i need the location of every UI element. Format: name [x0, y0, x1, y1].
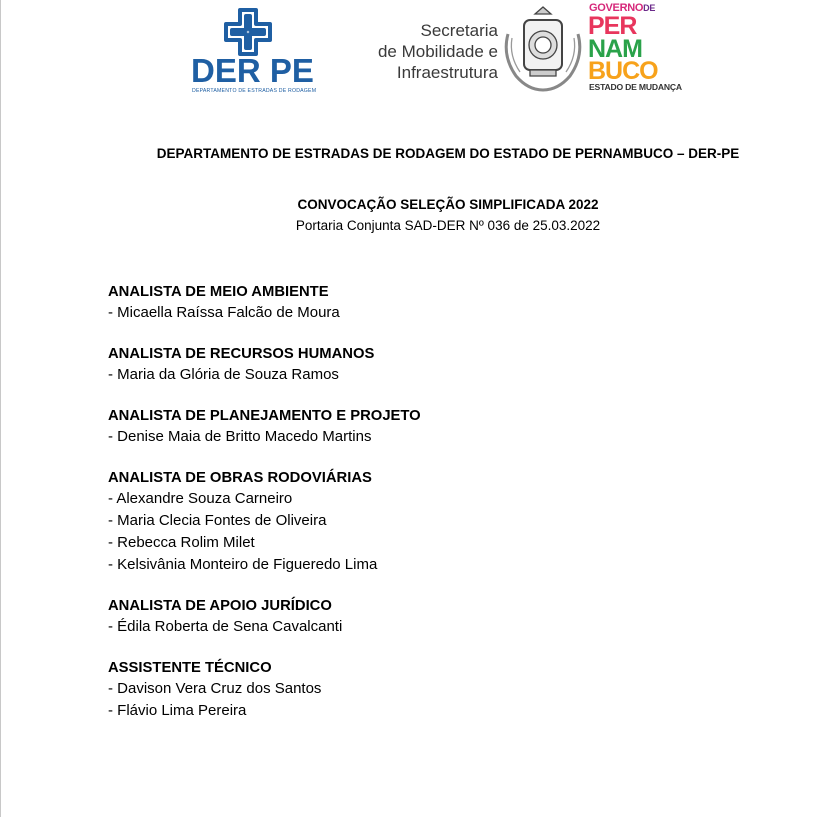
- secretaria-line-1: Secretaria: [420, 21, 498, 40]
- department-title: DEPARTAMENTO DE ESTRADAS DE RODAGEM DO ESTADO DE PERNAMBUCO – DER-PE: [156, 146, 740, 161]
- candidate-name: - Alexandre Souza Carneiro: [108, 490, 293, 507]
- candidate-name: - Flávio Lima Pereira: [108, 702, 247, 719]
- pernambuco-seal-icon: [500, 4, 586, 92]
- candidate-name: - Édila Roberta de Sena Cavalcanti: [108, 618, 343, 635]
- section-title: ANALISTA DE PLANEJAMENTO E PROJETO: [108, 408, 421, 424]
- job-section: [108, 345, 808, 386]
- job-section: [108, 597, 808, 638]
- job-section: [108, 283, 808, 324]
- secretaria-line-3: Infraestrutura: [396, 63, 498, 82]
- job-section: [108, 407, 808, 448]
- secretaria-line-2: de Mobilidade e: [377, 42, 498, 61]
- job-sections: [108, 283, 808, 743]
- der-wordmark: DER PE: [191, 52, 314, 89]
- candidate-name: - Maria da Glória de Souza Ramos: [108, 366, 339, 383]
- page-left-border: [0, 0, 1, 817]
- job-section: [108, 659, 808, 722]
- section-title: ANALISTA DE APOIO JURÍDICO: [108, 598, 332, 614]
- section-title: ANALISTA DE MEIO AMBIENTE: [108, 284, 329, 300]
- section-title: ASSISTENTE TÉCNICO: [108, 660, 272, 676]
- governo-pernambuco-logo: [588, 2, 708, 94]
- secretaria-label: [360, 20, 498, 83]
- convocation-subtitle: Portaria Conjunta SAD-DER Nº 036 de 25.03.2022: [295, 218, 601, 233]
- candidate-name: - Denise Maia de Britto Macedo Martins: [108, 428, 372, 445]
- pernambuco-line-2: NAM: [588, 35, 642, 63]
- pernambuco-line-3: BUCO: [588, 57, 658, 85]
- candidate-name: - Kelsivânia Monteiro de Figueredo Lima: [108, 556, 378, 573]
- estado-de-mudanca-label: ESTADO DE MUDANÇA: [589, 82, 682, 92]
- candidate-name: - Micaella Raíssa Falcão de Moura: [108, 304, 340, 321]
- candidate-name: - Davison Vera Cruz dos Santos: [108, 680, 322, 697]
- governo-de: DE: [643, 3, 656, 13]
- der-pe-logo: [190, 6, 318, 94]
- pernambuco-line-1: PER: [588, 12, 637, 40]
- convocation-title: CONVOCAÇÃO SELEÇÃO SIMPLIFICADA 2022: [297, 197, 599, 212]
- job-section: [108, 469, 808, 576]
- der-logo-subtitle: DEPARTAMENTO DE ESTRADAS DE RODAGEM: [192, 88, 317, 94]
- section-title: ANALISTA DE RECURSOS HUMANOS: [108, 346, 375, 362]
- governo-word: GOVERNO: [589, 2, 644, 14]
- candidate-name: - Rebecca Rolim Milet: [108, 534, 255, 551]
- section-title: ANALISTA DE OBRAS RODOVIÁRIAS: [108, 470, 372, 486]
- candidate-name: - Maria Clecia Fontes de Oliveira: [108, 512, 327, 529]
